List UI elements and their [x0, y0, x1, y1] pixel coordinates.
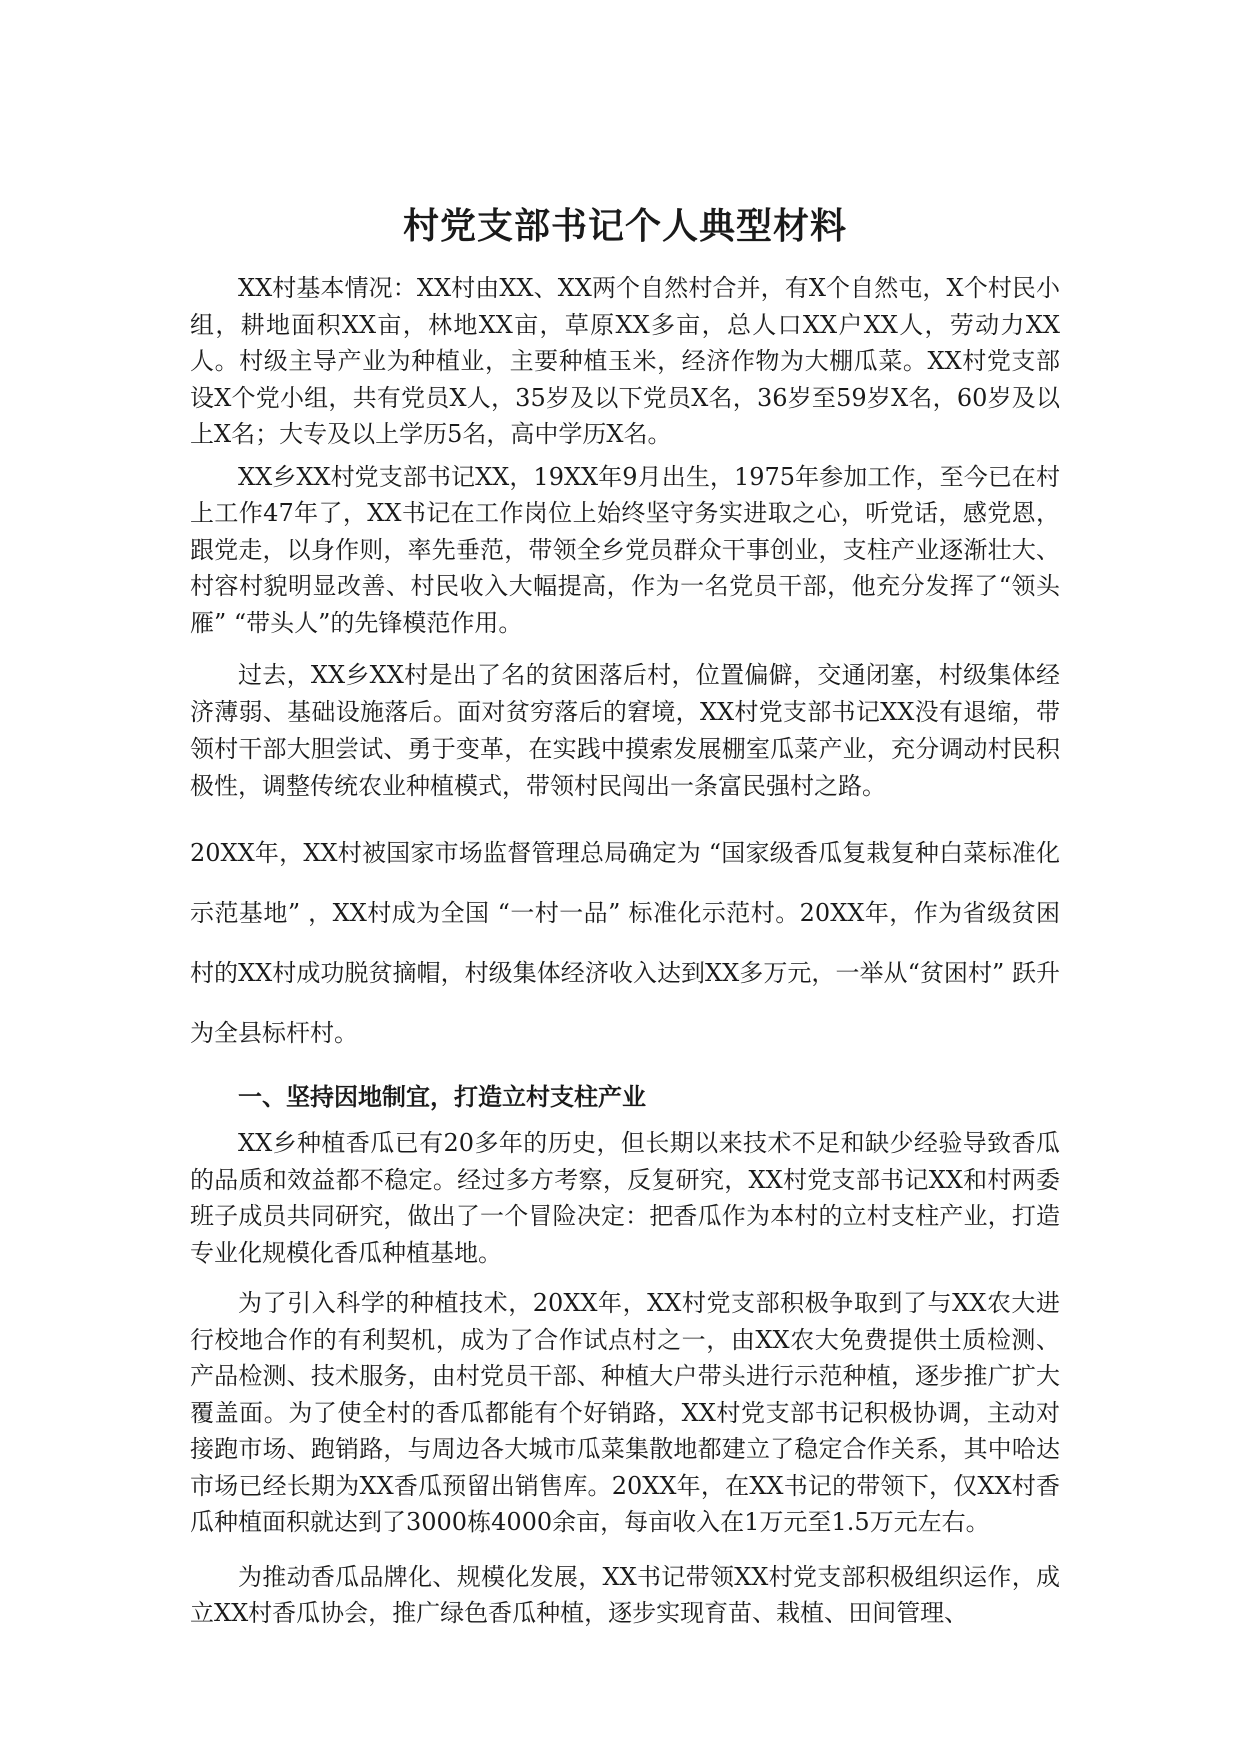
paragraph-achievements: 20XX年，XX村被国家市场监督管理总局确定为 “国家级香瓜复栽复种白菜标准化示范基地” ，XX村成为全国 “一村一品” 标准化示范村。20XX年，作为省级贫困村的XX村成功脱贫摘帽，村级集体经济收入达到XX多万元，一举从“贫困村” 跃升为全县标杆村。	[190, 839, 1060, 1047]
paragraph-past-poverty: 过去，XX乡XX村是出了名的贫困落后村，位置偏僻，交通闭塞，村级集体经济薄弱、基础设施落后。面对贫穷落后的窘境，XX村党支部书记XX没有退缩，带领村干部大胆尝试、勇于变革，在实践中摸索发展棚室瓜菜产业，充分调动村民积极性，调整传统农业种植模式，带领村民闯出一条富民强村之路。	[190, 661, 1060, 800]
paragraph-section1-melon-history: XX乡种植香瓜已有20多年的历史，但长期以来技术不足和缺少经验导致香瓜的品质和效益都不稳定。经过多方考察，反复研究，XX村党支部书记XX和村两委班子成员共同研究，做出了一个冒险决定：把香瓜作为本村的立村支柱产业，打造专业化规模化香瓜种植基地。	[190, 1129, 1060, 1267]
section-heading-1: 一、坚持因地制宜，打造立村支柱产业	[238, 1082, 646, 1111]
paragraph-basic-info: XX村基本情况：XX村由XX、XX两个自然村合并，有X个自然屯，X个村民小组，耕地面积XX亩，林地XX亩，草原XX多亩，总人口XX户XX人，劳动力XX人。村级主导产业为种植业，主要种植玉米，经济作物为大棚瓜菜。XX村党支部设X个党小组，共有党员X人，35岁及以下党员X名，36岁至59岁X名，60岁及以上X名；大专及以上学历5名，高中学历X名。	[190, 274, 1060, 448]
paragraph-secretary-intro: XX乡XX村党支部书记XX，19XX年9月出生，1975年参加工作，至今已在村上工作47年了，XX书记在工作岗位上始终坚守务实进取之心，听党话，感党恩，跟党走，以身作则，率先垂范，带领全乡党员群众干事创业，支柱产业逐渐壮大、村容村貌明显改善、村民收入大幅提高，作为一名党员干部，他充分发挥了“领头雁” “带头人”的先锋模范作用。	[190, 462, 1060, 637]
document-page	[190, 200, 1060, 1632]
paragraph-section1-cooperation: 为了引入科学的种植技术，20XX年，XX村党支部积极争取到了与XX农大进行校地合作的有利契机，成为了合作试点村之一，由XX农大免费提供土质检测、产品检测、技术服务，由村党员干部、种植大户带头进行示范种植，逐步推广扩大覆盖面。为了使全村的香瓜都能有个好销路，XX村党支部书记积极协调，主动对接跑市场、跑销路，与周边各大城市瓜菜集散地都建立了稳定合作关系，其中哈达市场已经长期为XX香瓜预留出销售库。20XX年，在XX书记的带领下，仅XX村香瓜种植面积就达到了3000栋4000余亩，每亩收入在1万元至1.5万元左右。	[190, 1289, 1060, 1536]
document-title: 村党支部书记个人典型材料	[402, 205, 847, 247]
paragraph-section1-branding: 为推动香瓜品牌化、规模化发展，XX书记带领XX村党支部积极组织运作，成立XX村香瓜协会，推广绿色香瓜种植，逐步实现育苗、栽植、田间管理、	[190, 1562, 1060, 1627]
